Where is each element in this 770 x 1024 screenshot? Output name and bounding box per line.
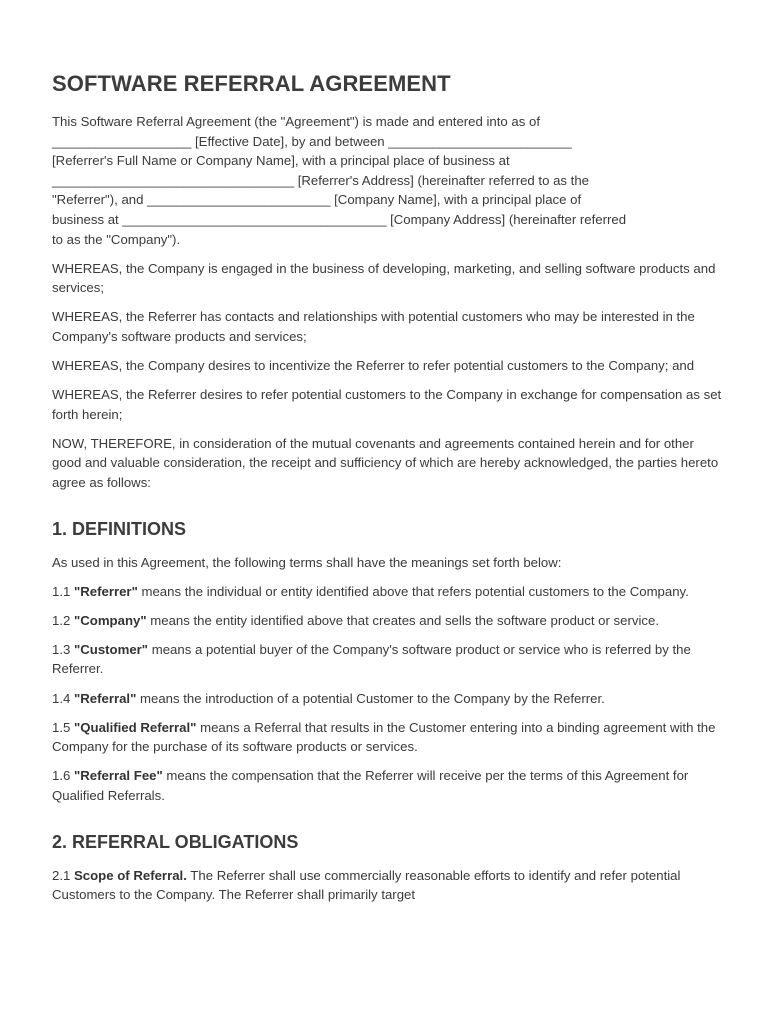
intro-line: to as the "Company"). [52, 231, 181, 247]
whereas-clause: WHEREAS, the Company desires to incentivize the Referrer to refer potential customers to the Company; and [52, 358, 695, 374]
intro-line: [Referrer's Full Name or Company Name], with a principal place of business at [52, 153, 510, 169]
section-heading-definitions: 1. DEFINITIONS [52, 518, 187, 539]
item-text: The Referrer shall use commercially reasonable efforts to identify and refer potential Customers to the Company. The Referrer shall primarily target [52, 867, 681, 903]
intro-line: ___________________ [Effective Date], by and between _________________________ [52, 133, 572, 149]
definition-item [52, 611, 722, 631]
intro-line: business at ____________________________________ [Company Address] (hereinafter referred [52, 211, 627, 227]
defined-term: "Customer" [74, 641, 149, 657]
definition-item [52, 718, 722, 757]
defined-term: "Company" [74, 612, 147, 628]
now-therefore-clause: NOW, THEREFORE, in consideration of the mutual covenants and agreements contained herein and for other good and valuable consideration, the receipt and sufficiency of which are hereby acknowledged, the parties hereto agree as follows: [52, 435, 719, 490]
item-text: means the compensation that the Referrer will receive per the terms of this Agreement for Qualified Referrals. [52, 768, 689, 803]
obligation-item [52, 866, 722, 905]
item-text: means a potential buyer of the Company's software product or service who is referred by the Referrer. [52, 641, 691, 677]
intro-paragraph [52, 112, 722, 249]
item-number: 1.1 [52, 583, 74, 599]
item-text: means the individual or entity identified above that refers potential customers to the Company. [137, 583, 689, 599]
intro-line: This Software Referral Agreement (the "Agreement") is made and entered into as of [52, 114, 541, 129]
defined-term: "Referrer" [74, 583, 138, 599]
intro-line: "Referrer"), and _________________________ [Company Name], with a principal place of [52, 192, 582, 208]
whereas-clause: WHEREAS, the Referrer desires to refer potential customers to the Company in exchange for compensation as set forth herein; [52, 387, 722, 422]
whereas-clause: WHEREAS, the Referrer has contacts and relationships with potential customers who may be interested in the Company's software products and services; [52, 309, 695, 344]
item-number: 1.6 [52, 768, 74, 784]
whereas-clause: WHEREAS, the Company is engaged in the business of developing, marketing, and selling software products and services; [52, 260, 716, 296]
item-number: 1.3 [52, 641, 74, 657]
document-title: SOFTWARE REFERRAL AGREEMENT [52, 71, 451, 96]
definition-item [52, 689, 722, 709]
clause-title: Scope of Referral. [74, 867, 187, 883]
definitions-lead: As used in this Agreement, the following terms shall have the meanings set forth below: [52, 554, 562, 570]
definition-item [52, 766, 722, 805]
intro-line: _________________________________ [Referrer's Address] (hereinafter referred to as the [52, 172, 590, 188]
defined-term: "Qualified Referral" [74, 719, 197, 735]
item-text: means the entity identified above that creates and sells the software product or service. [146, 612, 659, 628]
definition-item [52, 582, 722, 602]
item-text: means a Referral that results in the Customer entering into a binding agreement with the Company for the purchase of its software products or services. [52, 719, 716, 755]
defined-term: "Referral" [74, 690, 137, 706]
item-number: 1.4 [52, 690, 74, 706]
document-page [52, 70, 722, 914]
definition-item [52, 640, 722, 679]
section-heading-referral-obligations: 2. REFERRAL OBLIGATIONS [52, 831, 299, 852]
item-number: 2.1 [52, 867, 74, 883]
item-text: means the introduction of a potential Customer to the Company by the Referrer. [136, 690, 605, 706]
defined-term: "Referral Fee" [74, 768, 163, 784]
item-number: 1.2 [52, 612, 74, 628]
item-number: 1.5 [52, 719, 74, 735]
